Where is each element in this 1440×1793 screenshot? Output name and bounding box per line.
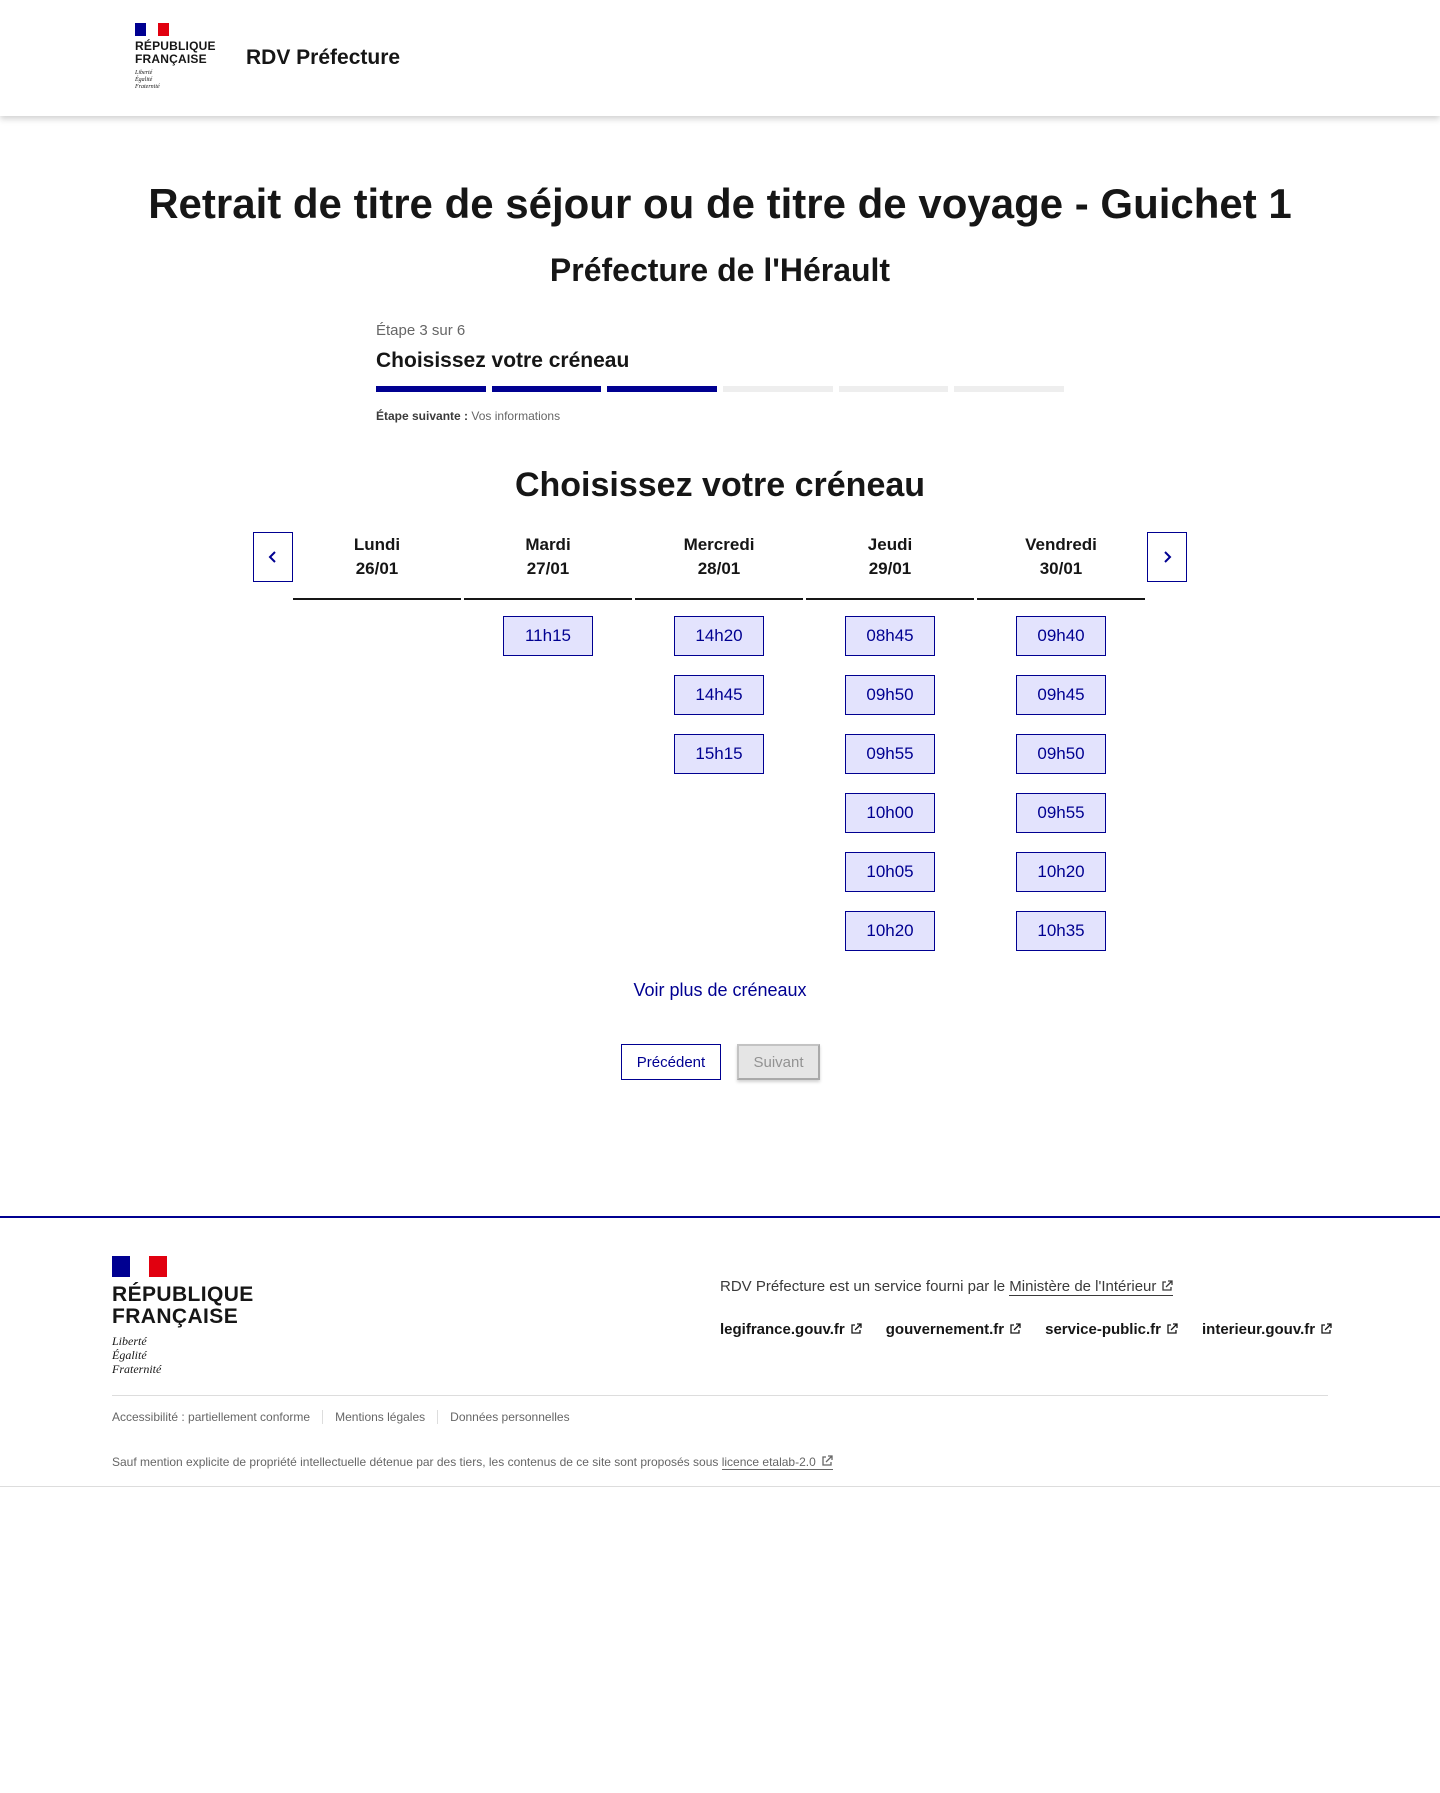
step-bar bbox=[376, 386, 486, 392]
footer-description-text: RDV Préfecture est un service fourni par le bbox=[720, 1278, 1006, 1295]
time-slot-button[interactable]: 10h35 bbox=[1016, 911, 1106, 951]
day-date: 26/01 bbox=[355, 559, 399, 578]
step-state: Étape 3 sur 6 bbox=[376, 322, 466, 339]
day-name: Mardi bbox=[525, 535, 571, 554]
section-title: Choisissez votre créneau bbox=[514, 466, 926, 504]
day-name: Jeudi bbox=[867, 535, 913, 554]
day-header bbox=[977, 532, 1145, 600]
time-slot-button[interactable]: 09h45 bbox=[1016, 675, 1106, 715]
time-slot-button[interactable]: 10h05 bbox=[845, 852, 935, 892]
time-slot-button[interactable]: 09h55 bbox=[1016, 793, 1106, 833]
republique-francaise-logo[interactable] bbox=[135, 23, 215, 91]
footer-description bbox=[720, 1278, 1173, 1295]
step-next bbox=[376, 409, 1064, 423]
day-column bbox=[806, 532, 974, 951]
previous-button[interactable]: Précédent bbox=[621, 1044, 721, 1080]
day-date: 28/01 bbox=[697, 559, 741, 578]
time-slot-button[interactable]: 09h50 bbox=[845, 675, 935, 715]
next-week-button[interactable] bbox=[1147, 532, 1187, 582]
slot-list bbox=[806, 600, 974, 951]
footer-link[interactable] bbox=[886, 1321, 1021, 1338]
logo-text: RÉPUBLIQUE FRANÇAISE bbox=[135, 39, 216, 66]
day-name: Lundi bbox=[353, 535, 401, 554]
slot-list bbox=[635, 600, 803, 774]
slot-list bbox=[464, 600, 632, 656]
footer-link[interactable] bbox=[720, 1321, 862, 1338]
step-next-label: Étape suivante : bbox=[376, 409, 469, 423]
step-bar bbox=[954, 386, 1064, 392]
footer-links bbox=[720, 1321, 1332, 1338]
footer-bottom-links bbox=[112, 1410, 582, 1424]
day-column bbox=[635, 532, 803, 774]
time-slot-button[interactable]: 09h55 bbox=[845, 734, 935, 774]
time-slot-button[interactable]: 10h00 bbox=[845, 793, 935, 833]
time-slot-button[interactable]: 15h15 bbox=[674, 734, 764, 774]
more-slots-link[interactable]: Voir plus de créneaux bbox=[633, 980, 807, 1000]
footer-link[interactable] bbox=[1202, 1321, 1332, 1338]
footer-logo-text: RÉPUBLIQUE FRANÇAISE bbox=[112, 1283, 254, 1328]
external-link-icon bbox=[1320, 1323, 1332, 1335]
next-button[interactable]: Suivant bbox=[737, 1044, 820, 1080]
ministere-interieur-label: Ministère de l'Intérieur bbox=[1009, 1278, 1157, 1295]
page-title: Retrait de titre de séjour ou de titre de voyage - Guichet 1 bbox=[148, 180, 1292, 227]
external-link-icon bbox=[1166, 1323, 1178, 1335]
time-slot-button[interactable]: 10h20 bbox=[1016, 852, 1106, 892]
day-header bbox=[635, 532, 803, 600]
day-name: Mercredi bbox=[683, 535, 755, 554]
day-date: 29/01 bbox=[868, 559, 912, 578]
footer-link-label: interieur.gouv.fr bbox=[1202, 1321, 1316, 1338]
step-bar bbox=[492, 386, 602, 392]
day-column bbox=[293, 532, 461, 616]
footer-bottom-link[interactable]: Mentions légales bbox=[322, 1410, 437, 1424]
day-column bbox=[464, 532, 632, 656]
footer-link-label: gouvernement.fr bbox=[885, 1321, 1005, 1338]
day-header bbox=[806, 532, 974, 600]
step-bar bbox=[723, 386, 833, 392]
step-bar bbox=[839, 386, 949, 392]
footer-link-label: service-public.fr bbox=[1045, 1321, 1161, 1338]
step-next-value: Vos informations bbox=[471, 409, 561, 423]
logo-motto: Liberté Égalité Fraternité bbox=[135, 70, 160, 90]
time-slot-button[interactable]: 14h20 bbox=[674, 616, 764, 656]
time-slot-button[interactable]: 14h45 bbox=[674, 675, 764, 715]
time-slot-button[interactable]: 08h45 bbox=[845, 616, 935, 656]
external-link-icon bbox=[850, 1323, 862, 1335]
licence-label: licence etalab-2.0 bbox=[721, 1455, 816, 1469]
site-name[interactable]: RDV Préfecture bbox=[246, 46, 401, 69]
footer-end-divider bbox=[0, 1486, 1440, 1487]
external-link-icon bbox=[821, 1455, 833, 1467]
licence-text: Sauf mention explicite de propriété intellectuelle détenue par des tiers, les contenus de ce site sont proposés sous bbox=[112, 1455, 719, 1469]
day-header bbox=[464, 532, 632, 600]
french-flag-icon bbox=[112, 1256, 167, 1277]
step-progress bbox=[376, 386, 1064, 392]
stepper bbox=[376, 322, 1064, 423]
chevron-right-icon bbox=[1160, 550, 1174, 564]
external-link-icon bbox=[1161, 1280, 1173, 1292]
day-name: Vendredi bbox=[1025, 535, 1097, 554]
site-header bbox=[0, 0, 1440, 116]
step-bar bbox=[607, 386, 717, 392]
footer-republique-francaise-logo[interactable] bbox=[112, 1256, 254, 1376]
slot-list bbox=[293, 600, 461, 616]
previous-week-button[interactable] bbox=[253, 532, 293, 582]
ministere-interieur-link[interactable] bbox=[1009, 1278, 1173, 1296]
day-date: 27/01 bbox=[526, 559, 570, 578]
french-flag-icon bbox=[135, 23, 169, 36]
page-subtitle: Préfecture de l'Hérault bbox=[549, 252, 891, 288]
step-title: Choisissez votre créneau bbox=[376, 349, 630, 372]
time-slot-button[interactable]: 11h15 bbox=[503, 616, 593, 656]
external-link-icon bbox=[1009, 1323, 1021, 1335]
day-header bbox=[293, 532, 461, 600]
footer-bottom-link[interactable]: Données personnelles bbox=[437, 1410, 581, 1424]
footer-logo-motto: Liberté Égalité Fraternité bbox=[112, 1334, 162, 1376]
site-footer bbox=[0, 1216, 1440, 1488]
footer-link[interactable] bbox=[1045, 1321, 1178, 1338]
time-slot-button[interactable]: 09h40 bbox=[1016, 616, 1106, 656]
day-date: 30/01 bbox=[1039, 559, 1083, 578]
time-slot-button[interactable]: 09h50 bbox=[1016, 734, 1106, 774]
licence-link[interactable] bbox=[722, 1455, 833, 1470]
footer-link-label: legifrance.gouv.fr bbox=[720, 1321, 845, 1338]
time-slot-button[interactable]: 10h20 bbox=[845, 911, 935, 951]
slot-list bbox=[977, 600, 1145, 951]
day-column bbox=[977, 532, 1145, 951]
footer-bottom-link[interactable]: Accessibilité : partiellement conforme bbox=[112, 1410, 311, 1424]
footer-licence bbox=[112, 1455, 833, 1469]
footer-divider bbox=[112, 1395, 1328, 1396]
chevron-left-icon bbox=[266, 550, 280, 564]
